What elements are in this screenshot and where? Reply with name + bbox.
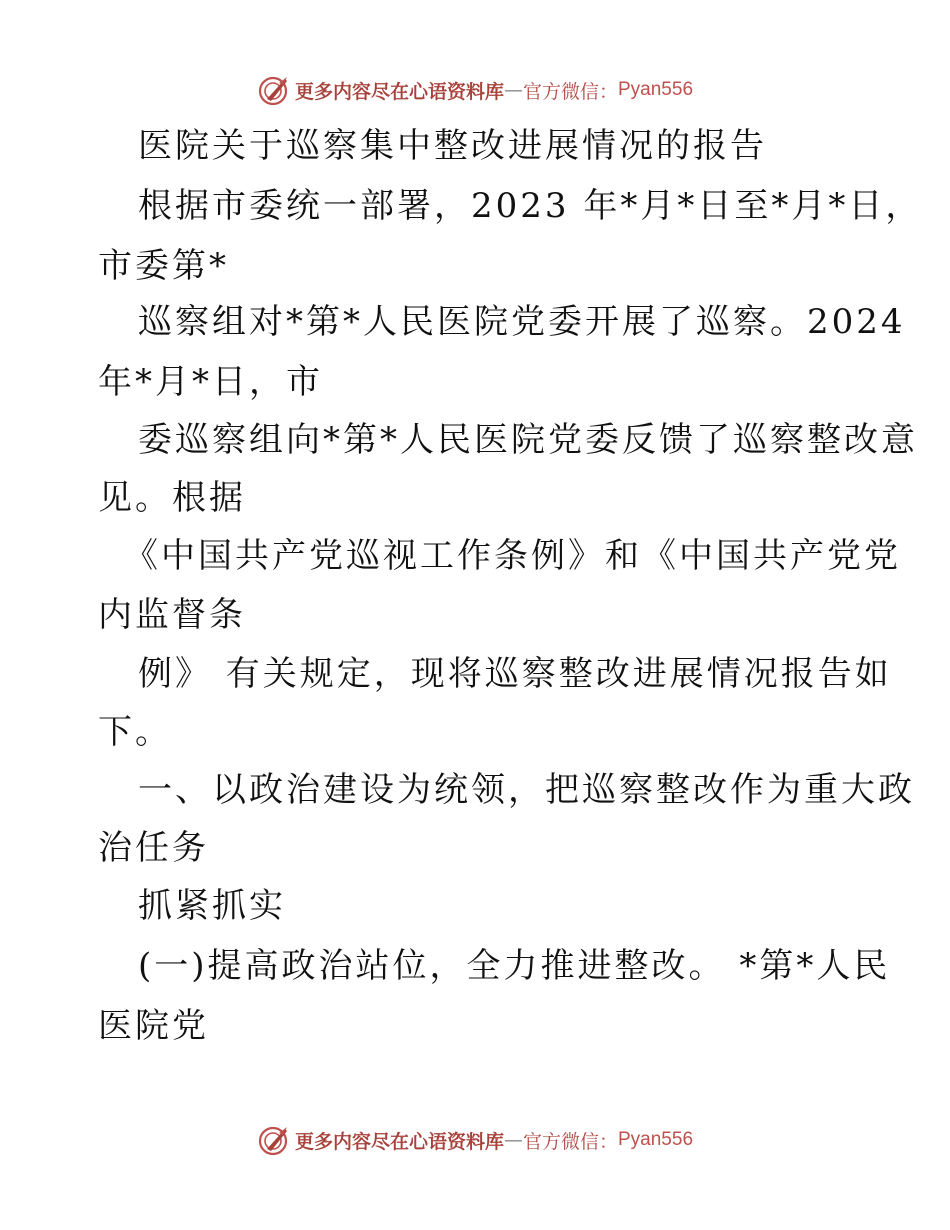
paragraph-line: 根据市委统一部署，2023 年*月*日至*月*日， (138, 186, 923, 226)
footer-banner (0, 1120, 950, 1160)
document-title: 医院关于巡察集中整改进展情况的报告 (138, 126, 767, 166)
quill-pen-logo-icon (257, 73, 291, 107)
banner-wechat-id: Pyan556 (618, 79, 694, 100)
header-banner (0, 70, 950, 110)
banner-dash: — (503, 1129, 523, 1151)
banner-main-text: 更多内容尽在心语资料库 (294, 1130, 504, 1153)
subsection-line: (一)提高政治站位，全力推进整改。 *第*人民 (138, 946, 891, 986)
paragraph-line: 《中国共产党巡视工作条例》和《中国共产党党 (124, 536, 901, 576)
paragraph-line: 例》 有关规定，现将巡察整改进展情况报告如 (138, 654, 892, 694)
quill-pen-logo-icon (257, 1123, 291, 1157)
section-heading-line: 抓紧抓实 (138, 886, 286, 926)
paragraph-line: 年*月*日，市 (98, 362, 323, 402)
section-heading-line: 治任务 (98, 828, 209, 868)
paragraph-line: 下。 (98, 712, 172, 752)
paragraph-line: 巡察组对*第*人民医院党委开展了巡察。2024 (138, 302, 906, 342)
banner-main-text: 更多内容尽在心语资料库 (294, 80, 504, 103)
section-heading-line: 一、以政治建设为统领，把巡察整改作为重大政 (138, 770, 915, 810)
paragraph-line: 医院党 (98, 1006, 209, 1046)
paragraph-line: 市委第* (98, 246, 229, 286)
paragraph-line: 见。根据 (98, 478, 246, 518)
banner-wechat-id: Pyan556 (618, 1129, 694, 1150)
banner-dash: — (503, 79, 523, 101)
banner-wechat-label: 官方微信： (522, 1130, 618, 1153)
paragraph-line: 委巡察组向*第*人民医院党委反馈了巡察整改意 (138, 420, 918, 460)
banner-wechat-label: 官方微信： (522, 80, 618, 103)
paragraph-line: 内监督条 (98, 595, 246, 635)
